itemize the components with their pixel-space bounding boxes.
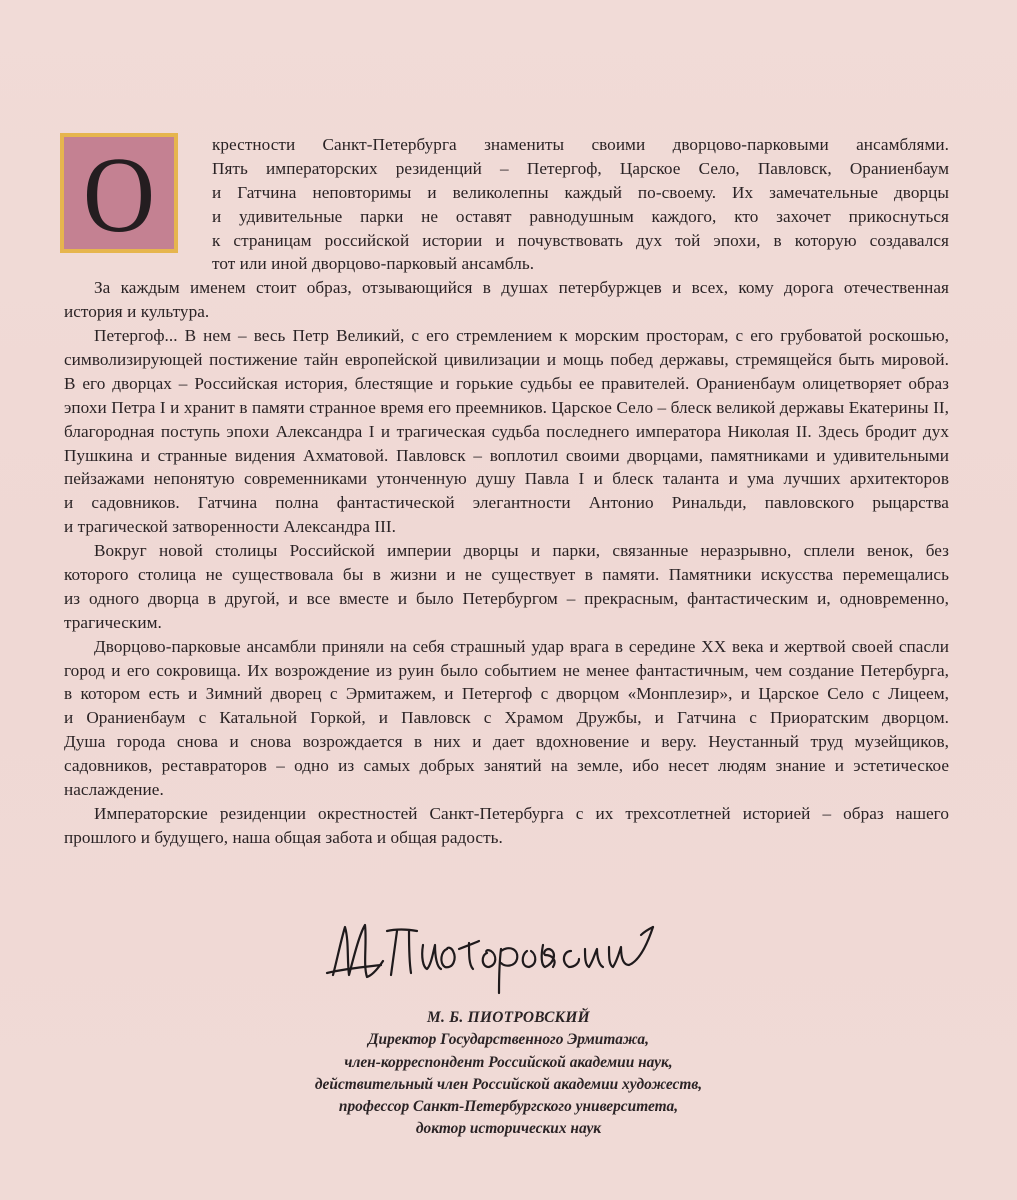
text-line: садовников, реставраторов – одно из самых добрых занятий на земле, ибо несет людям знание и эстетическое: [64, 756, 949, 776]
author-title-line: действительный член Российской академии художеств,: [314, 1075, 703, 1093]
paragraph-4: [64, 539, 949, 635]
text-line: символизирующей постижение тайн европейской цивилизации и мощь побед державы, стремящейся быть мировой.: [64, 350, 949, 370]
body-text: [64, 133, 949, 850]
text-line: эпохи Петра I и хранит в памяти странное время его преемников. Царское Село – блеск великой державы Екатерины II,: [64, 397, 949, 417]
text-line: Пять императорских резиденций – Петергоф, Царское Село, Павловск, Ораниенбаум: [212, 158, 949, 178]
drop-cap-letter: О: [82, 134, 156, 255]
author-name: М. Б. ПИОТРОВСКИЙ: [427, 1009, 590, 1026]
text-line: Пушкина и странные видения Ахматовой. Павловск – воплотил своими дворцами, памятниками и удивительными: [64, 445, 949, 465]
handwritten-signature: [323, 905, 673, 995]
text-line: которого столица не существовала бы в жизни и не существует в памяти. Памятники искусства перемещались: [64, 565, 949, 585]
text-line: из одного дворца в другой, и все вместе и было Петербургом – прекрасным, фантастическим и, одновременно,: [64, 588, 949, 608]
text-line: Петергоф... В нем – весь Петр Великий, с его стремлением к морским просторам, с его грубоватой роскошью,: [94, 326, 949, 346]
text-line: прошлого и будущего, наша общая забота и общая радость.: [64, 827, 503, 847]
paragraph-1: [64, 133, 949, 276]
paragraph-6: [64, 802, 949, 850]
text-line: За каждым именем стоит образ, отзывающийся в душах петербуржцев и всех, кому дорога отечественная: [94, 278, 949, 298]
text-line: пейзажами непонятую современниками утонченную душу Павла I и блеск таланта и ума лучших архитекторов: [64, 469, 949, 489]
text-line: и Гатчина неповторимы и великолепны каждый по-своему. Их замечательные дворцы: [212, 182, 949, 202]
paragraph-3: [64, 324, 949, 539]
author-title-line: профессор Санкт-Петербургского университета,: [338, 1098, 679, 1116]
text-line: и трагической затворенности Александра III.: [64, 517, 397, 537]
text-line: и Ораниенбаум с Катальной Горкой, и Павловск с Храмом Дружбы, и Гатчина с Приоратским дворцом.: [64, 708, 949, 728]
text-line: крестности Санкт-Петербурга знамениты своими дворцово-парковыми ансамблями.: [212, 135, 949, 154]
author-title-line: член-корреспондент Российской академии наук,: [344, 1053, 673, 1071]
text-line: город и его сокровища. Их возрождение из руин было событием не менее фантастичным, чем создание Петербурга,: [64, 660, 949, 680]
text-line: в котором есть и Зимний дворец с Эрмитажем, и Петергоф с дворцом «Монплезир», и Царское Село с Лицеем,: [64, 684, 949, 704]
text-line: трагическим.: [64, 612, 162, 632]
text-line: Вокруг новой столицы Российской империи дворцы и парки, связанные неразрывно, сплели венок, без: [94, 541, 949, 561]
text-line: Душа города снова и снова возрождается в них и дает вдохновение и веру. Неустанный труд музейщиков,: [64, 732, 949, 752]
author-title-line: Директор Государственного Эрмитажа,: [368, 1031, 649, 1049]
text-line: тот или иной дворцово-парковый ансамбль.: [212, 254, 535, 274]
text-line: В его дворцах – Российская история, блестящие и горькие судьбы ее правителей. Ораниенбаум олицетворяет образ: [64, 373, 949, 393]
author-title-line: доктор исторических наук: [415, 1120, 602, 1138]
text-line: к страницам российской истории и почувствовать дух той эпохи, в которую создавался: [212, 230, 949, 250]
text-line: история и культура.: [64, 302, 210, 322]
text-line: наслаждение.: [64, 780, 164, 800]
author-credits: [150, 1007, 867, 1141]
text-line: и садовников. Гатчина полна фантастической элегантности Антонио Ринальди, павловского рыцарства: [64, 493, 949, 513]
text-line: Императорские резиденции окрестностей Санкт-Петербурга с их трехсотлетней историей – образ нашего: [94, 803, 949, 823]
paragraph-5: [64, 635, 949, 802]
text-line: и удивительные парки не оставят равнодушным каждого, кто захочет прикоснуться: [212, 206, 949, 226]
text-line: Дворцово-парковые ансамбли приняли на себя страшный удар врага в середине XX века и жертвой своей спасли: [94, 636, 949, 656]
paragraph-2: [64, 276, 949, 324]
text-line: благородная поступь эпохи Александра I и трагическая судьба последнего императора Николая II. Здесь бродит дух: [64, 421, 949, 441]
